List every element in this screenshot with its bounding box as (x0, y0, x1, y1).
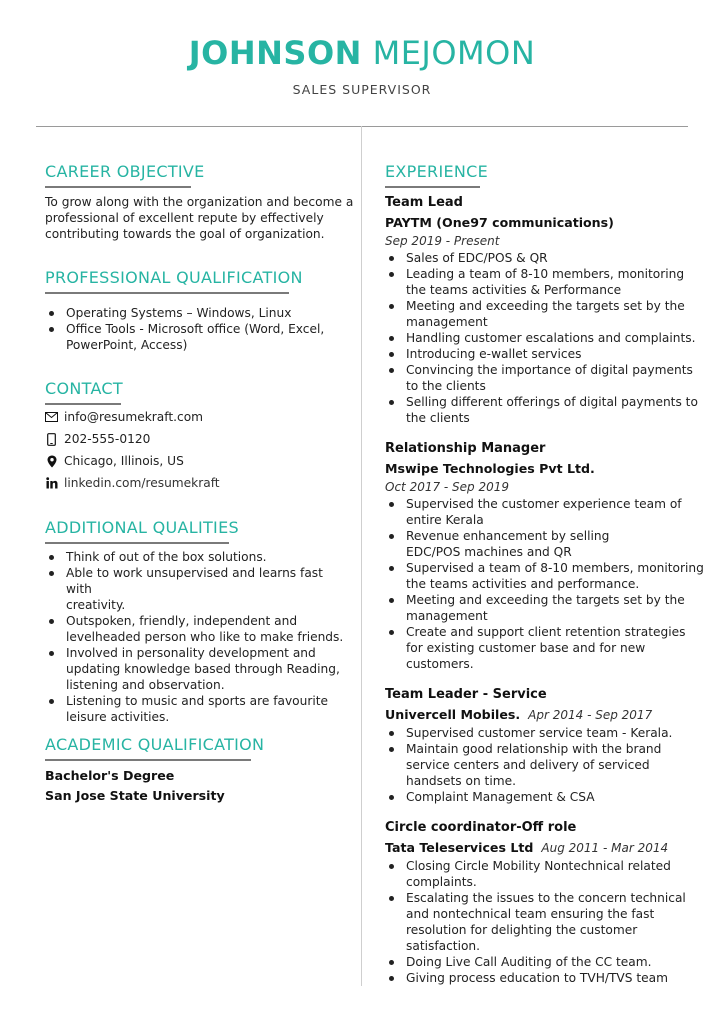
qualification-item: Office Tools - Microsoft office (Word, Excel, PowerPoint, Access) (45, 321, 345, 353)
job-date: Aug 2011 - Mar 2014 (541, 841, 669, 855)
job-bullets (385, 858, 710, 986)
job-bullet: Complaint Management & CSA (385, 789, 710, 805)
job-role: SALES SUPERVISOR (292, 82, 432, 97)
job-bullet: Introducing e-wallet services (385, 346, 710, 362)
phone-icon (45, 433, 58, 446)
job-bullet: Convincing the importance of digital payments to the clients (385, 362, 710, 394)
experience-underline (385, 186, 480, 188)
job-title: Team Leader - Service (385, 687, 547, 702)
quality-item: Listening to music and sports are favourite leisure activities. (45, 693, 345, 725)
contact-title: CONTACT (45, 379, 123, 398)
professional-qualification-list (45, 305, 345, 353)
additional-qualities-list (45, 549, 345, 725)
job-date: Apr 2014 - Sep 2017 (528, 708, 653, 722)
job-title: Team Lead (385, 195, 463, 210)
job-bullet: Leading a team of 8-10 members, monitoring the teams activities & Performance (385, 266, 710, 298)
job-bullet: Create and support client retention strategies for existing customer base and for new customers. (385, 624, 710, 672)
job-bullets (385, 250, 710, 426)
quality-item: Involved in personality development and updating knowledge based through Reading, listening and observation. (45, 645, 345, 693)
job-bullet: Supervised customer service team - Kerala. (385, 725, 710, 741)
career-objective-text: To grow along with the organization and become a professional of excellent repute by effectively contributing towards the goal of organization. (45, 195, 354, 241)
career-objective-underline (45, 186, 191, 188)
job-bullet: Sales of EDC/POS & QR (385, 250, 710, 266)
job-bullet: Doing Live Call Auditing of the CC team. (385, 954, 710, 970)
contact-email[interactable]: info@resumekraft.com (64, 410, 204, 424)
job-title: Relationship Manager (385, 441, 546, 456)
email-icon (45, 411, 58, 424)
job-bullets (385, 496, 710, 672)
job-company: Tata Teleservices Ltd Aug 2011 - Mar 2014 (385, 840, 669, 855)
academic-qualification-title: ACADEMIC QUALIFICATION (45, 735, 265, 754)
contact-location: Chicago, Illinois, US (64, 454, 184, 468)
job-bullet: Handling customer escalations and complaints. (385, 330, 710, 346)
job-bullet: Maintain good relationship with the brand service centers and delivery of serviced handsets on time. (385, 741, 710, 789)
job-bullets (385, 725, 710, 805)
job-bullet: Giving process education to TVH/TVS team (385, 970, 710, 986)
location-pin-icon (45, 455, 58, 468)
job-company: Mswipe Technologies Pvt Ltd. (385, 461, 595, 476)
professional-qualification-underline (45, 292, 289, 294)
header-divider (36, 126, 688, 127)
contact-phone[interactable]: 202-555-0120 (64, 432, 151, 446)
academic-qualification-underline (45, 759, 251, 761)
job-company: Univercell Mobiles. Apr 2014 - Sep 2017 (385, 707, 653, 722)
contact-linkedin[interactable]: linkedin.com/resumekraft (64, 476, 220, 490)
job-date: Sep 2019 - Present (385, 234, 500, 248)
job-bullet: Meeting and exceeding the targets set by the management (385, 592, 710, 624)
contact-email-row[interactable] (45, 410, 203, 424)
additional-qualities-underline (45, 542, 229, 544)
contact-linkedin-row[interactable] (45, 476, 220, 490)
job-date: Oct 2017 - Sep 2019 (385, 480, 510, 494)
job-company: PAYTM (One97 communications) (385, 215, 614, 230)
quality-item: Able to work unsupervised and learns fast with creativity. (45, 565, 345, 613)
experience-title: EXPERIENCE (385, 162, 489, 181)
contact-phone-row[interactable] (45, 432, 150, 446)
job-bullet: Closing Circle Mobility Nontechnical related complaints. (385, 858, 710, 890)
first-name: JOHNSON (188, 34, 362, 72)
degree: Bachelor's Degree (45, 768, 175, 783)
job-bullet: Escalating the issues to the concern technical and nontechnical team ensuring the fast resolution for delighting the customer satisfaction. (385, 890, 710, 954)
quality-item: Outspoken, friendly, independent and levelheaded person who like to make friends. (45, 613, 345, 645)
professional-qualification-title: PROFESSIONAL QUALIFICATION (45, 268, 303, 287)
contact-underline (45, 403, 121, 405)
job-bullet: Meeting and exceeding the targets set by the management (385, 298, 710, 330)
qualification-item: Operating Systems – Windows, Linux (45, 305, 345, 321)
career-objective-title: CAREER OBJECTIVE (45, 162, 205, 181)
job-bullet: Supervised a team of 8-10 members, monitoring the teams activities and performance. (385, 560, 710, 592)
school: San Jose State University (45, 788, 225, 803)
job-bullet: Revenue enhancement by selling EDC/POS machines and QR (385, 528, 710, 560)
quality-item: Think of out of the box solutions. (45, 549, 345, 565)
additional-qualities-title: ADDITIONAL QUALITIES (45, 518, 239, 537)
contact-location-row (45, 454, 184, 468)
job-bullet: Supervised the customer experience team of entire Kerala (385, 496, 710, 528)
column-divider (361, 126, 362, 986)
job-title: Circle coordinator-Off role (385, 820, 577, 835)
candidate-name (0, 34, 724, 72)
linkedin-icon (45, 477, 58, 490)
last-name: MEJOMON (372, 34, 536, 72)
job-bullet: Selling different offerings of digital payments to the clients (385, 394, 710, 426)
